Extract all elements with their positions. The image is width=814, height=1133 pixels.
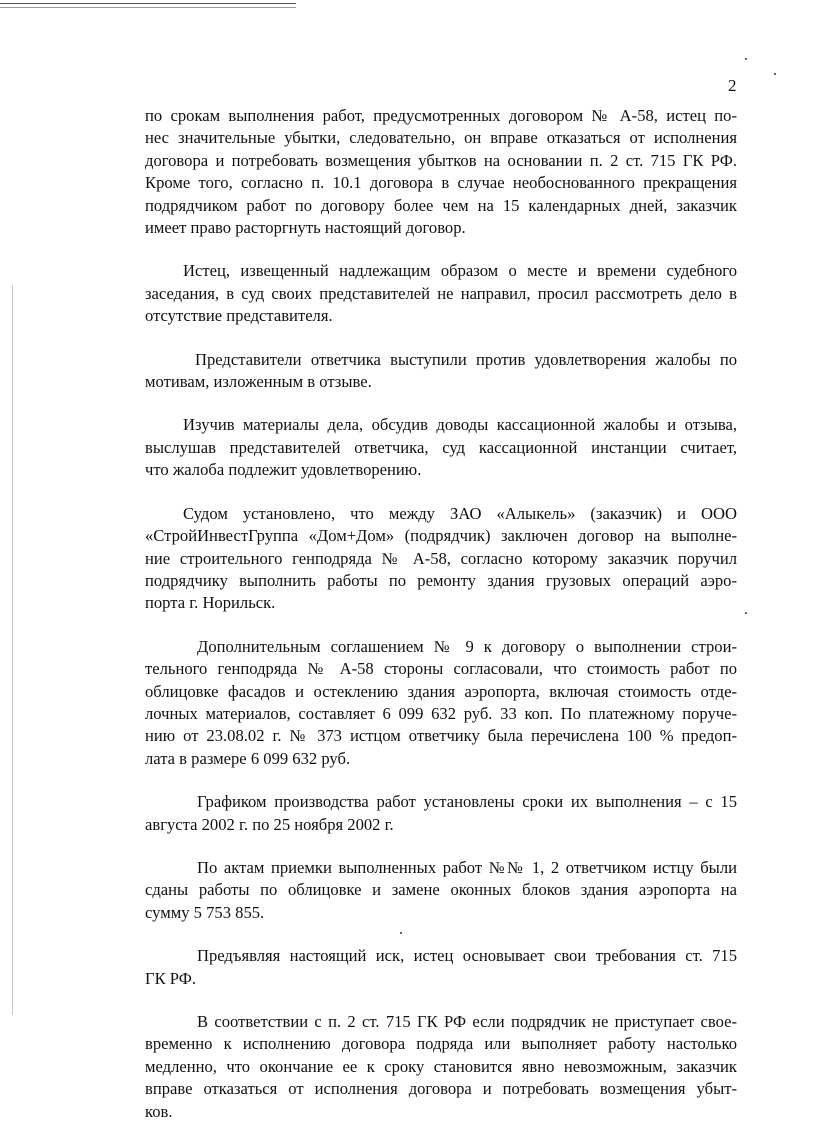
text-line: по срокам выполнения работ, предусмотренных договором № А-58, истец по-: [145, 106, 737, 125]
scan-top-rule-secondary: [0, 7, 296, 8]
text-line: нию от 23.08.02 г. № 373 истцом ответчику была перечислена 100 % предоп-: [145, 726, 737, 746]
paragraph: [145, 105, 737, 239]
scan-speck: [745, 612, 747, 614]
text-line: Предъявляя настоящий иск, истец основывает свои требования ст. 715: [197, 946, 737, 966]
paragraph: [145, 349, 737, 394]
text-line: мотивам, изложенным в отзыве.: [145, 372, 372, 392]
text-line: лочных материалов, составляет 6 099 632 руб. 33 коп. По платежному поруче-: [145, 703, 737, 723]
text-line: ГК РФ.: [145, 968, 197, 988]
text-line: Графиком производства работ установлены сроки их выполнения – с 15: [197, 792, 737, 812]
text-line: подрядчиком работ по договору более чем на 15 календарных дней, заказчик: [145, 195, 737, 215]
text-line: временно к исполнению договора подряда или выполняет работу настолько: [145, 1034, 737, 1054]
text-line: вправе отказаться от исполнения договора и потребовать возмещения убыт-: [145, 1079, 737, 1099]
text-line: сумму 5 753 855.: [145, 902, 265, 922]
scan-top-rule: [0, 3, 296, 4]
scan-speck: [745, 58, 747, 60]
document-body: [145, 105, 737, 1123]
scan-speck: [774, 73, 776, 75]
text-line: ков.: [145, 1101, 173, 1121]
text-line: нес значительные убытки, следовательно, он вправе отказаться от исполнения: [145, 128, 737, 148]
paragraph: [145, 260, 737, 327]
paragraph: [145, 503, 737, 615]
paragraph: [145, 636, 737, 770]
text-line: облицовке фасадов и остеклению здания аэропорта, включая стоимость отде-: [145, 681, 737, 701]
text-line: Кроме того, согласно п. 10.1 договора в случае необоснованного прекращения: [145, 173, 737, 193]
text-line: По актам приемки выполненных работ №№ 1, 2 ответчиком истцу были: [197, 857, 737, 877]
text-line: подрядчику выполнить работы по ремонту здания грузовых операций аэро-: [145, 570, 737, 590]
paragraph: [145, 945, 737, 990]
paragraph: [145, 414, 737, 481]
paragraph: [145, 791, 737, 836]
text-line: Дополнительным соглашением № 9 к договору о выполнении строи-: [197, 636, 737, 656]
text-line: сданы работы по облицовке и замене оконных блоков здания аэропорта на: [145, 880, 737, 900]
paragraph: [145, 1011, 737, 1123]
page-number: 2: [728, 76, 737, 95]
text-line: заседания, в суд своих представителей не направил, просил рассмотреть дело в: [145, 283, 737, 303]
paragraph: [145, 857, 737, 924]
text-line: выслушав представителей ответчика, суд кассационной инстанции считает,: [145, 437, 737, 457]
text-line: медленно, что окончание ее к сроку становится явно невозможным, заказчик: [145, 1056, 737, 1076]
text-line: В соответствии с п. 2 ст. 715 ГК РФ если подрядчик не приступает свое-: [197, 1012, 737, 1031]
text-line: договора и потребовать возмещения убытков на основании п. 2 ст. 715 ГК РФ.: [145, 150, 737, 170]
scan-left-edge-mark: [12, 285, 13, 1015]
text-line: отсутствие представителя.: [145, 306, 333, 326]
text-line: порта г. Норильск.: [145, 593, 276, 613]
text-line: Представители ответчика выступили против удовлетворения жалобы по: [195, 349, 737, 369]
text-line: ние строительного генподряда № А-58, согласно которому заказчик поручил: [145, 548, 737, 568]
text-line: Судом установлено, что между ЗАО «Алыкель» (заказчик) и ООО: [183, 503, 737, 523]
text-line: Изучив материалы дела, обсудив доводы кассационной жалобы и отзыва,: [183, 415, 737, 435]
text-line: лата в размере 6 099 632 руб.: [145, 748, 351, 768]
text-line: «СтройИнвестГруппа «Дом+Дом» (подрядчик) заключен договор на выполне-: [145, 526, 737, 546]
text-line: тельного генподряда № А-58 стороны согласовали, что стоимость работ по: [145, 659, 737, 679]
text-line: имеет право расторгнуть настоящий договор.: [145, 218, 466, 238]
text-line: Истец, извещенный надлежащим образом о месте и времени судебного: [183, 261, 737, 281]
text-line: августа 2002 г. по 25 ноября 2002 г.: [145, 814, 394, 834]
text-line: что жалоба подлежит удовлетворению.: [145, 460, 422, 480]
